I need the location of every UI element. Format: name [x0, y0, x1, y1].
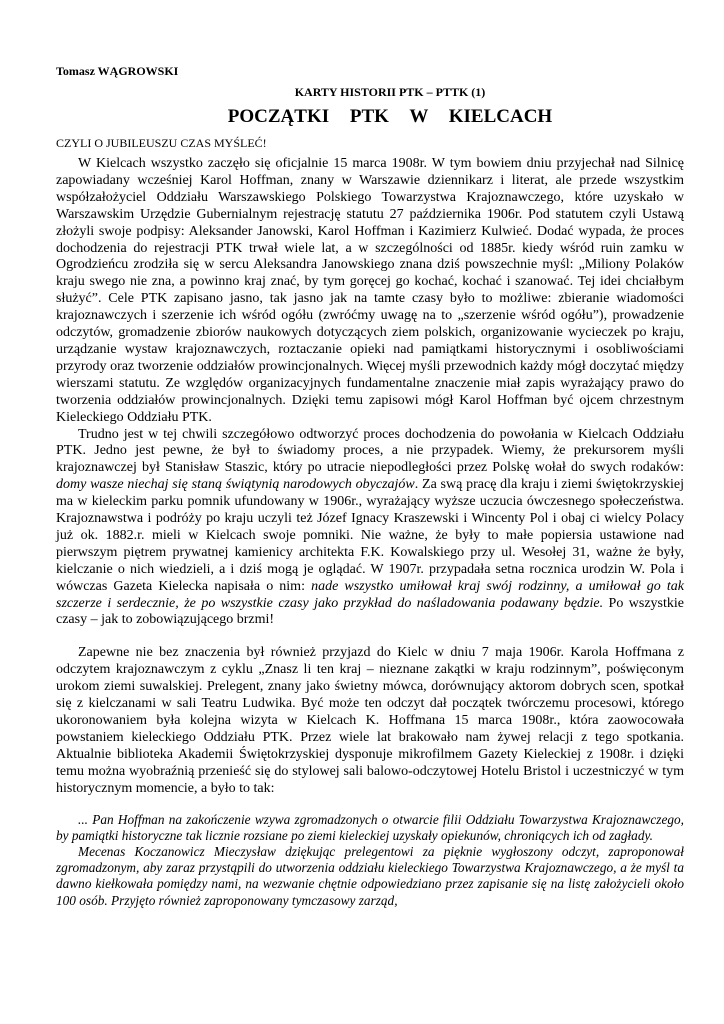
- quote-paragraph-1: ... Pan Hoffman na zakończenie wzywa zgromadzonych o otwarcie filii Oddziału Towarzystwa Krajoznawczego, by pamiątki historyczne tak licznie rozsiane po ziemi kieleckiej uzyskały opiekunów, chroniących ich od zagłady.: [56, 811, 684, 843]
- paragraph-3: Zapewne nie bez znaczenia był również przyjazd do Kielc w dniu 7 maja 1906r. Karola Hoffmana z odczytem krajoznawczym z cyklu „Znasz li ten kraj – nieznane zakątki w kraju rodzinnym”, poświęconym urokom ziemi suwalskiej. Prelegent, znany jako świetny mówca, dorównujący aktorom dobrych scen, spotkał się z kielczanami w sali Teatru Ludwika. Być może ten odczyt dał początek twórczemu procesowi, którego ukoronowaniem była kolejna wizyta w Kielcach K. Hoffmana 15 marca 1908r., która zaowocowała powstaniem kieleckiego Oddziału PTK. Przez wiele lat brakowało nam żywej relacji z tego spotkania. Aktualnie biblioteka Akademii Świętokrzyskiej dysponuje mikrofilmem Gazety Kieleckiej z 1908r. i dzięki temu można wyobraźnią przenieść się do stylowej sali balowo-odczytowej Hotelu Bristol i uczestniczyć w tym historycznym momencie, a było to tak:: [56, 645, 684, 796]
- paragraph-2-text-a: Trudno jest w tej chwili szczegółowo odtworzyć proces dochodzenia do powołania w Kielcach Oddziału PTK. Jedno jest pewne, że był to świadomy proces, a nie przypadek. Wiemy, że prekursorem myśli krajoznawczej był Stanisław Staszic, który po utracie niepodległości przez Polskę wołał do swych rodaków:: [56, 426, 684, 476]
- author-name: Tomasz WĄGROWSKI: [56, 64, 179, 78]
- series-heading: KARTY HISTORII PTK – PTTK (1): [294, 85, 486, 99]
- article-title: POCZĄTKI PTK W KIELCACH: [227, 106, 553, 127]
- paragraph-1: W Kielcach wszystko zaczęło się oficjalnie 15 marca 1908r. W tym bowiem dniu przyjechał nad Silnicę zapowiadany wcześniej Karol Hoffman, znany w Warszawie dziennikarz i literat, ale przede wszystkim współzałożyciel Oddziału Warszawskiego Polskiego Towarzystwa Krajoznawczego, które uzyskało w Warszawskim Urzędzie Gubernialnym rejestrację statutu 27 października 1906r. Pod statutem czyli Ustawą złożyli swoje podpisy: Aleksander Janowski, Karol Hoffman i Kazimierz Kulwieć. Dodać wypada, że proces dochodzenia do rejestracji PTK trwał wiele lat, a w szczególności od 1885r. kiedy wśród ruin zamku w Ogrodzieńcu zrodziła się w sercu Aleksandra Janowskiego znana dziś powszechnie myśl: „Miliony Polaków kraju swego nie zna, a powinno kraj znać, by tym goręcej go kochać, kochać i szanować. Tej idei chciałbym służyć”. Cele PTK zapisano jasno, tak jasno jak na tamte czasy było to możliwe: zbieranie wiadomości krajoznawczych i szerzenie ich wśród ogółu (zwróćmy uwagę na to „szerzenie wśród ogółu”), prowadzenie odczytów, gromadzenie zbiorów naukowych dotyczących ziem polskich, organizowanie wycieczek po kraju, urządzanie wystaw krajoznawczych, roztaczanie opieki nad pamiątkami historycznymi i osobliwościami przyrody oraz tworzenie oddziałów prowincjonalnych. Więcej myśli przewodnich każdy mógł doczytać między wierszami statutu. Ze względów organizacyjnych fundamentalne znaczenie miał zapis wyrażający prawo do tworzenia oddziałów prowincjonalnych. Dzięki temu zapisowi mógł Karol Hoffman być ojcem chrzestnym Kieleckiego Oddziału PTK.: [56, 156, 684, 425]
- gazeta-quote: nade wszystko umiłował kraj swój rodzinny, a umiłował go tak szczerze i serdecznie, że po wszystkie czasy jako przykład do naśladowania podawany będzie.: [56, 578, 684, 611]
- article-body: [56, 156, 684, 909]
- quote-paragraph-2: Mecenas Koczanowicz Mieczysław dziękując prelegentowi za pięknie wygłoszony odczyt, zaproponował zgromadzonym, aby zaraz przystąpili do utworzenia oddziału kieleckiego Towarzystwa Krajoznawczego, a że myśl ta dawno kiełkowała pomiędzy nami, na wezwanie chętnie odpowiedziano przez zapisanie się na listę założycieli około 100 osób. Przyjęto również zaproponowany tymczasowy zarząd,: [56, 843, 684, 908]
- paragraph-2-text-b: . Za swą pracę dla kraju i ziemi świętokrzyskiej ma w kieleckim parku pomnik ufundowany w 1906r., wyrażający wyższe uczucia ówczesnego społeczeństwa. Krajoznawstwa i podróży po kraju uczyli też Józef Ignacy Kraszewski i Wincenty Pol i obaj ci wielcy Polacy już ok. 1882.r. mieli w Kielcach swoje pomniki. Nie ważne, że były to małe popiersia ustawione nad pierwszym piętrem prywatnej kamienicy architekta F.K. Kowalskiego przy ul. Wesołej 31, ważne że były, kielczanie o nich wiedzieli, a i dziś mogą je oglądać. W 1907r. przypadała setna rocznica urodzin W. Pola i wówczas Gazeta Kielecka napisała o nim:: [56, 477, 684, 594]
- article-subtitle: CZYLI O JUBILEUSZU CZAS MYŚLEĆ!: [56, 136, 267, 150]
- staszic-quote: domy wasze niechaj się staną świątynią narodowych obyczajów: [56, 477, 415, 493]
- paragraph-2-text-c: Po wszystkie czasy – jak to zobowiązującego brzmi!: [56, 595, 685, 628]
- historical-quote: [56, 812, 684, 909]
- paragraph-2: [56, 427, 684, 630]
